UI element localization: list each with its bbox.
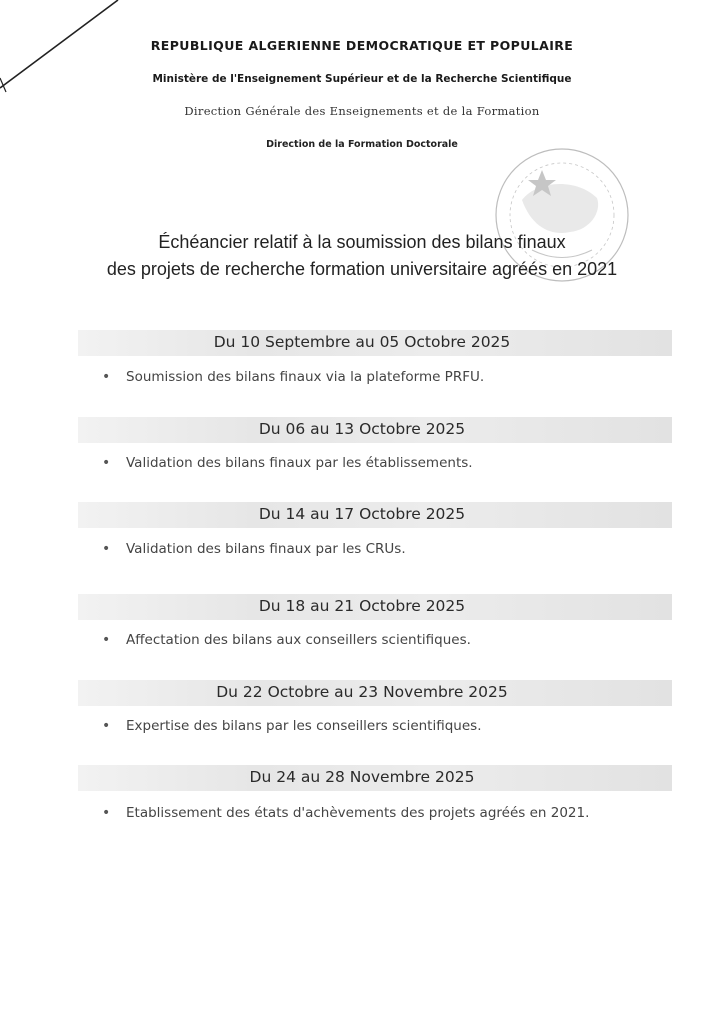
schedule-task [102,541,702,557]
bullet-glyph: • [102,718,111,734]
schedule-task [102,369,702,385]
bullet-glyph: • [102,632,111,648]
task-description: Soumission des bilans finaux via la plateforme PRFU. [126,369,485,385]
period-date-range: Du 22 Octobre au 23 Novembre 2025 [216,683,508,701]
header-direction-generale: Direction Générale des Enseignements et de la Formation [184,104,540,118]
header-republic: REPUBLIQUE ALGERIENNE DEMOCRATIQUE ET POPULAIRE [150,38,574,53]
task-description: Validation des bilans finaux par les établissements. [126,455,473,471]
header-ministry: Ministère de l'Enseignement Supérieur et de la Recherche Scientifique [152,73,572,85]
schedule-task [102,632,702,648]
document-title-line-1: Échéancier relatif à la soumission des bilans finaux [158,232,566,252]
task-description: Validation des bilans finaux par les CRUs. [126,541,406,557]
document-title-line-2: des projets de recherche formation universitaire agréés en 2021 [106,259,618,279]
task-description: Expertise des bilans par les conseillers scientifiques. [126,718,482,734]
schedule-task [102,805,702,821]
period-date-range: Du 18 au 21 Octobre 2025 [258,597,466,615]
period-date-range: Du 06 au 13 Octobre 2025 [258,420,466,438]
bullet-glyph: • [102,541,111,557]
schedule-task [102,718,702,734]
schedule-task [102,455,702,471]
bullet-glyph: • [102,805,111,821]
header-direction-formation: Direction de la Formation Doctorale [266,139,458,150]
period-date-range: Du 24 au 28 Novembre 2025 [249,768,475,786]
bullet-glyph: • [102,455,111,471]
period-date-range: Du 14 au 17 Octobre 2025 [258,505,466,523]
task-description: Affectation des bilans aux conseillers scientifiques. [126,632,471,648]
period-date-range: Du 10 Septembre au 05 Octobre 2025 [213,333,511,351]
task-description: Etablissement des états d'achèvements des projets agréés en 2021. [126,805,590,821]
bullet-glyph: • [102,369,111,385]
